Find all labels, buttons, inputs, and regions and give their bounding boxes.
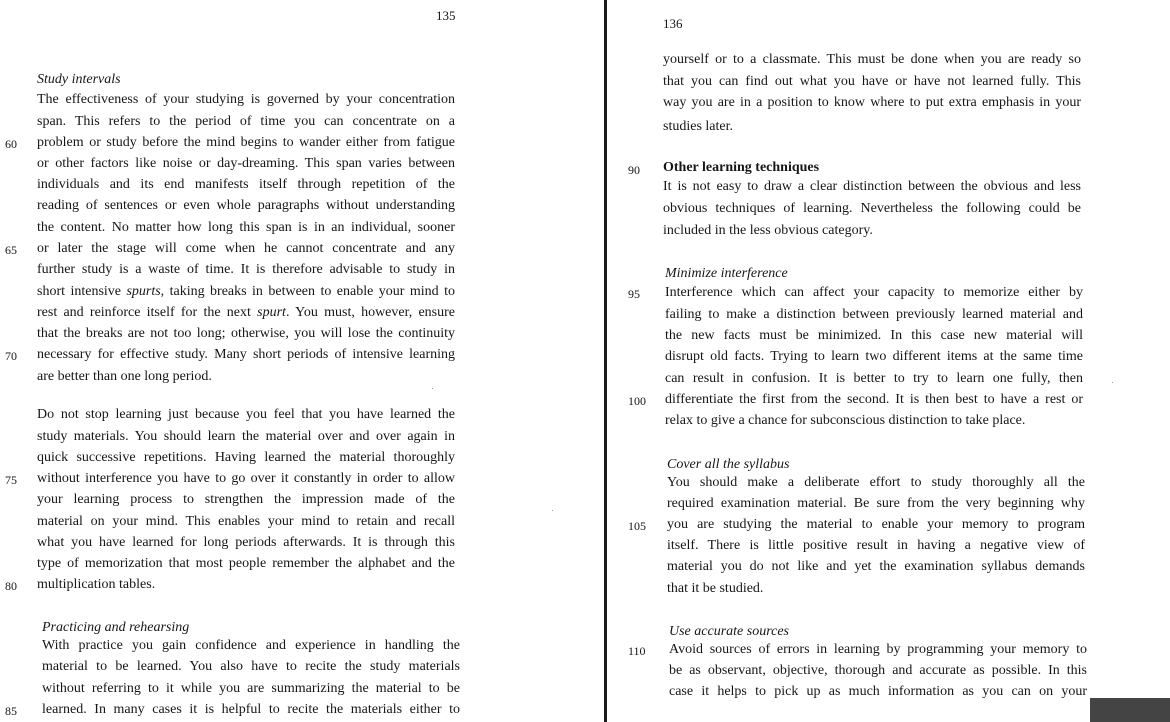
text-line: Do not stop learning just because you feel that you have learned the — [37, 407, 455, 422]
text-line: short intensive spurts, taking breaks in between to enable your mind to — [37, 284, 455, 299]
text-line: study materials. You should learn the material over and over again in — [37, 429, 455, 444]
text-line: that you can find out what you have or have not learned fully. This — [663, 74, 1081, 89]
page-number: 135 — [436, 8, 456, 23]
text-line: multiplication tables. — [37, 577, 156, 592]
text-line: or other factors like noise or day-dreaming. This span varies between — [37, 156, 455, 171]
text-line: are better than one long period. — [37, 369, 212, 384]
text-line: rest and reinforce itself for the next spurt. You must, however, ensure — [37, 305, 455, 320]
section-heading: Other learning techniques — [663, 160, 820, 175]
text-line: learned. In many cases it is helpful to recite the materials either to — [42, 702, 460, 717]
text-line: further study is a waste of time. It is therefore advisable to study in — [37, 262, 455, 277]
text-line: material on your mind. This enables your mind to retain and recall — [37, 514, 455, 529]
text-line: case it helps to pick up as much information as you can on your — [669, 684, 1087, 699]
line-number: 95 — [628, 287, 640, 301]
text-line: span. This refers to the period of time you can concentrate on a — [37, 114, 455, 129]
text-line: way you are in a position to know where to put extra emphasis in your — [663, 95, 1081, 110]
text-line: Avoid sources of errors in learning by programming your memory to — [669, 642, 1087, 657]
text-line: required examination material. Be sure from the very beginning why — [667, 496, 1085, 511]
line-number: 110 — [628, 644, 646, 658]
text-line: studies later. — [663, 119, 733, 134]
text-line: relax to give a chance for subconscious distinction to take place. — [665, 413, 1026, 428]
text-line: or later the stage will come when he cannot concentrate and any — [37, 241, 455, 256]
line-number: 75 — [5, 473, 17, 487]
text-line: included in the less obvious category. — [663, 223, 873, 238]
text-line: With practice you gain confidence and experience in handling the — [42, 638, 460, 653]
line-number: 65 — [5, 243, 17, 257]
line-number: 70 — [5, 349, 17, 363]
text-line: obvious techniques of learning. Nevertheless the following could be — [663, 201, 1081, 216]
text-line: You should make a deliberate effort to study thoroughly all the — [667, 475, 1085, 490]
text-line: material to be learned. You also have to recite the study materials — [42, 659, 460, 674]
text-line: be as observant, objective, thorough and accurate as possible. In this — [669, 663, 1087, 678]
text-line: differentiate the first from the second. It is then best to have a rest or — [665, 392, 1083, 407]
text-line: your learning process to strengthen the impression made of the — [37, 492, 455, 507]
line-number: 100 — [628, 394, 646, 408]
text-line: failing to make a distinction between previously learned material and — [665, 307, 1083, 322]
line-number: 60 — [5, 137, 17, 151]
text-line: individuals and its end manifests itself through repetition of the — [37, 177, 455, 192]
text-line: Interference which can affect your capacity to memorize either by — [665, 285, 1083, 300]
text-line: yourself or to a classmate. This must be done when you are ready so — [663, 52, 1081, 67]
text-line: that it be studied. — [667, 581, 764, 596]
text-line: reading of sentences or even whole paragraphs without understanding — [37, 198, 455, 213]
text-line: necessary for effective study. Many short periods of intensive learning — [37, 347, 455, 362]
text-line: quick successive repetitions. Having learned the material thoroughly — [37, 450, 455, 465]
text-line: the new facts must be minimized. In this case new material will — [665, 328, 1083, 343]
line-number: 80 — [5, 579, 17, 593]
corner-shadow — [1090, 698, 1170, 722]
text-line: what you have learned for long periods afterwards. It is through this — [37, 535, 455, 550]
page-number: 136 — [663, 16, 683, 31]
text-line: can result in confusion. It is better to try to learn one fully, then — [665, 371, 1083, 386]
text-line: problem or study before the mind begins to wander either from fatigue — [37, 135, 455, 150]
line-number: 105 — [628, 519, 646, 533]
text-line: without interference you have to go over it constantly in order to allow — [37, 471, 455, 486]
text-line: that the breaks are not too long; otherwise, you will lose the continuity — [37, 326, 455, 341]
right-page — [608, 0, 1170, 722]
section-heading: Study intervals — [37, 72, 121, 87]
line-number: 90 — [628, 163, 640, 177]
scan-speck — [552, 510, 553, 511]
text-line: disrupt old facts. Trying to learn two different items at the same time — [665, 349, 1083, 364]
text-line: The effectiveness of your studying is governed by your concentration — [37, 92, 455, 107]
text-line: you are studying the material to enable your memory to program — [667, 517, 1085, 532]
section-heading: Use accurate sources — [669, 624, 790, 639]
section-heading: Cover all the syllabus — [667, 457, 790, 472]
section-heading: Minimize interference — [665, 266, 788, 281]
scan-speck — [1112, 382, 1113, 383]
text-line: the content. No matter how long this span is in an individual, sooner — [37, 220, 455, 235]
text-line: type of memorization that most people remember the alphabet and the — [37, 556, 455, 571]
text-line: It is not easy to draw a clear distinction between the obvious and less — [663, 179, 1081, 194]
text-line: without referring to it while you are summarizing the material to be — [42, 681, 460, 696]
scan-speck — [432, 388, 433, 389]
line-number: 85 — [5, 704, 17, 718]
text-line: material you do not like and yet the examination syllabus demands — [667, 559, 1085, 574]
text-line: itself. There is little positive result in having a negative view of — [667, 538, 1085, 553]
section-heading: Practicing and rehearsing — [42, 620, 190, 635]
book-spine-divider — [604, 0, 607, 722]
